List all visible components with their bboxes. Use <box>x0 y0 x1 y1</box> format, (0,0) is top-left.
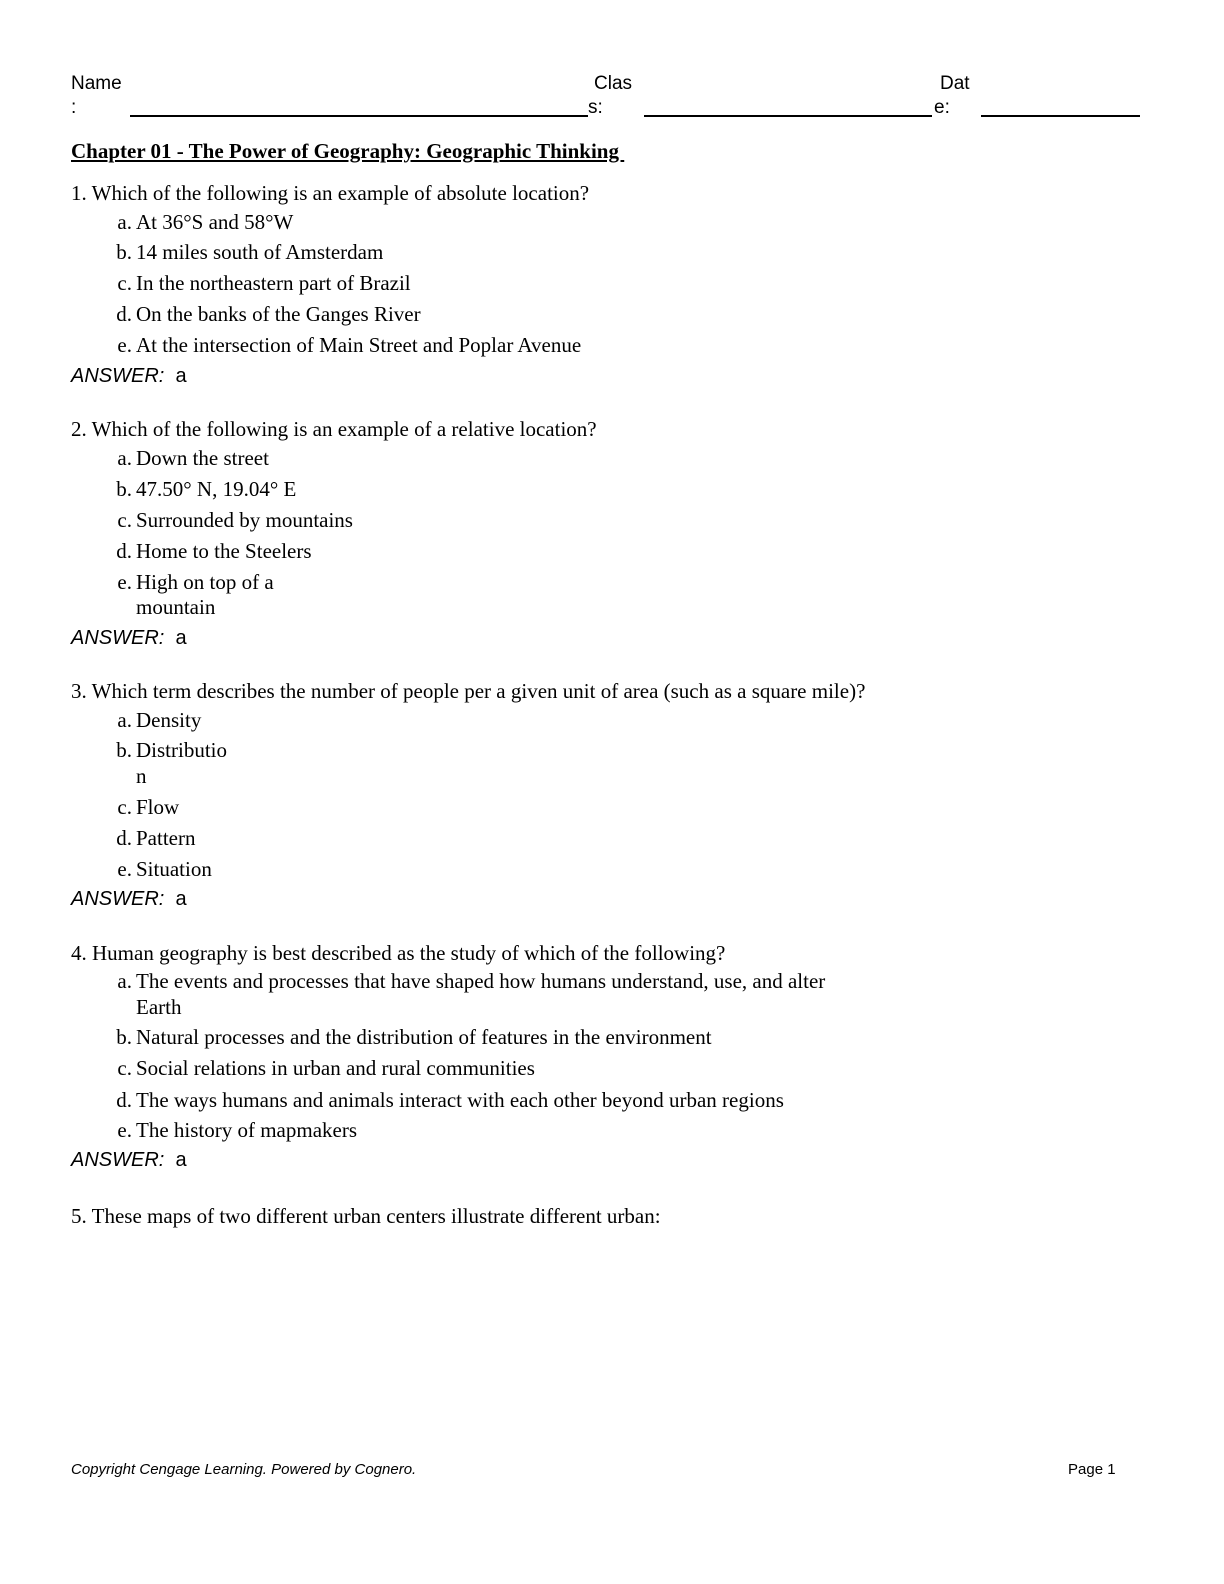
answer-line <box>71 887 187 911</box>
class-label-top: Clas <box>594 73 633 94</box>
choice-letter: e. <box>117 1118 132 1142</box>
answer-line <box>71 626 187 650</box>
choice-text-continued: n <box>136 764 147 788</box>
choice-text: Surrounded by mountains <box>136 508 353 532</box>
choice-letter: a. <box>117 446 132 470</box>
choice-text: Situation <box>136 857 212 881</box>
name-label-bottom: : <box>71 97 77 118</box>
choice-text-continued: mountain <box>136 595 216 619</box>
question-text: 3. Which term describes the number of people per a given unit of area (such as a square mile)? <box>71 679 866 703</box>
choice-text: Flow <box>136 795 180 819</box>
answer-line <box>71 1148 187 1172</box>
answer-value: a <box>175 888 187 910</box>
class-label-bottom: s: <box>588 97 603 118</box>
choice-text: The ways humans and animals interact with each other beyond urban regions <box>136 1088 784 1112</box>
answer-line <box>71 364 187 388</box>
choice-letter: e. <box>117 857 132 881</box>
choice-letter: e. <box>117 333 132 357</box>
question-text: 4. Human geography is best described as the study of which of the following? <box>71 941 726 965</box>
choice-text: Home to the Steelers <box>136 539 312 563</box>
choice-text: Distributio <box>136 738 228 762</box>
choice-text: On the banks of the Ganges River <box>136 302 421 326</box>
question-text: 2. Which of the following is an example of a relative location? <box>71 417 597 441</box>
choice-text: Density <box>136 708 202 732</box>
choice-letter: e. <box>117 570 132 594</box>
choice-letter: b. <box>116 1025 132 1049</box>
choice-letter: b. <box>116 477 132 501</box>
date-label-bottom: e: <box>934 97 950 118</box>
choice-letter: d. <box>116 539 132 563</box>
choice-text-continued: Earth <box>136 995 182 1019</box>
choice-letter: c. <box>117 508 132 532</box>
choice-letter: d. <box>116 302 132 326</box>
choice-text: Social relations in urban and rural communities <box>136 1056 535 1080</box>
answer-value: a <box>175 365 187 387</box>
answer-value: a <box>175 1149 187 1171</box>
choice-text: High on top of a <box>136 570 274 594</box>
answer-label: ANSWER: <box>71 1149 165 1171</box>
choice-text: Pattern <box>136 826 196 850</box>
choice-letter: c. <box>117 1056 132 1080</box>
question-text: 5. These maps of two different urban centers illustrate different urban: <box>71 1204 661 1228</box>
date-field-line[interactable] <box>981 115 1140 117</box>
answer-label: ANSWER: <box>71 627 165 649</box>
answer-label: ANSWER: <box>71 365 165 387</box>
choice-letter: c. <box>117 795 132 819</box>
chapter-title: Chapter 01 - The Power of Geography: Geographic Thinking <box>71 139 625 163</box>
choice-text: Natural processes and the distribution of features in the environment <box>136 1025 712 1049</box>
copyright-footer: Copyright Cengage Learning. Powered by Cognero. <box>71 1461 417 1478</box>
choice-letter: d. <box>116 1088 132 1112</box>
choice-text: The history of mapmakers <box>136 1118 358 1142</box>
name-label-top: Name <box>71 73 122 94</box>
choice-letter: d. <box>116 826 132 850</box>
choice-text: At the intersection of Main Street and Poplar Avenue <box>136 333 582 357</box>
class-field-line[interactable] <box>644 115 932 117</box>
choice-letter: b. <box>116 738 132 762</box>
answer-label: ANSWER: <box>71 888 165 910</box>
answer-value: a <box>175 627 187 649</box>
choice-text: 47.50° N, 19.04° E <box>136 477 297 501</box>
choice-letter: c. <box>117 271 132 295</box>
choice-text: In the northeastern part of Brazil <box>136 271 411 295</box>
question-text: 1. Which of the following is an example of absolute location? <box>71 181 590 205</box>
choice-letter: a. <box>117 210 132 234</box>
page-number: Page 1 <box>1068 1461 1116 1478</box>
choice-letter: b. <box>116 240 132 264</box>
choice-text: At 36°S and 58°W <box>136 210 294 234</box>
choice-letter: a. <box>117 708 132 732</box>
choice-text: The events and processes that have shaped how humans understand, use, and alter <box>136 969 826 993</box>
date-label-top: Dat <box>940 73 970 94</box>
name-field-line[interactable] <box>130 115 588 117</box>
choice-text: 14 miles south of Amsterdam <box>136 240 384 264</box>
choice-letter: a. <box>117 969 132 993</box>
choice-text: Down the street <box>136 446 269 470</box>
